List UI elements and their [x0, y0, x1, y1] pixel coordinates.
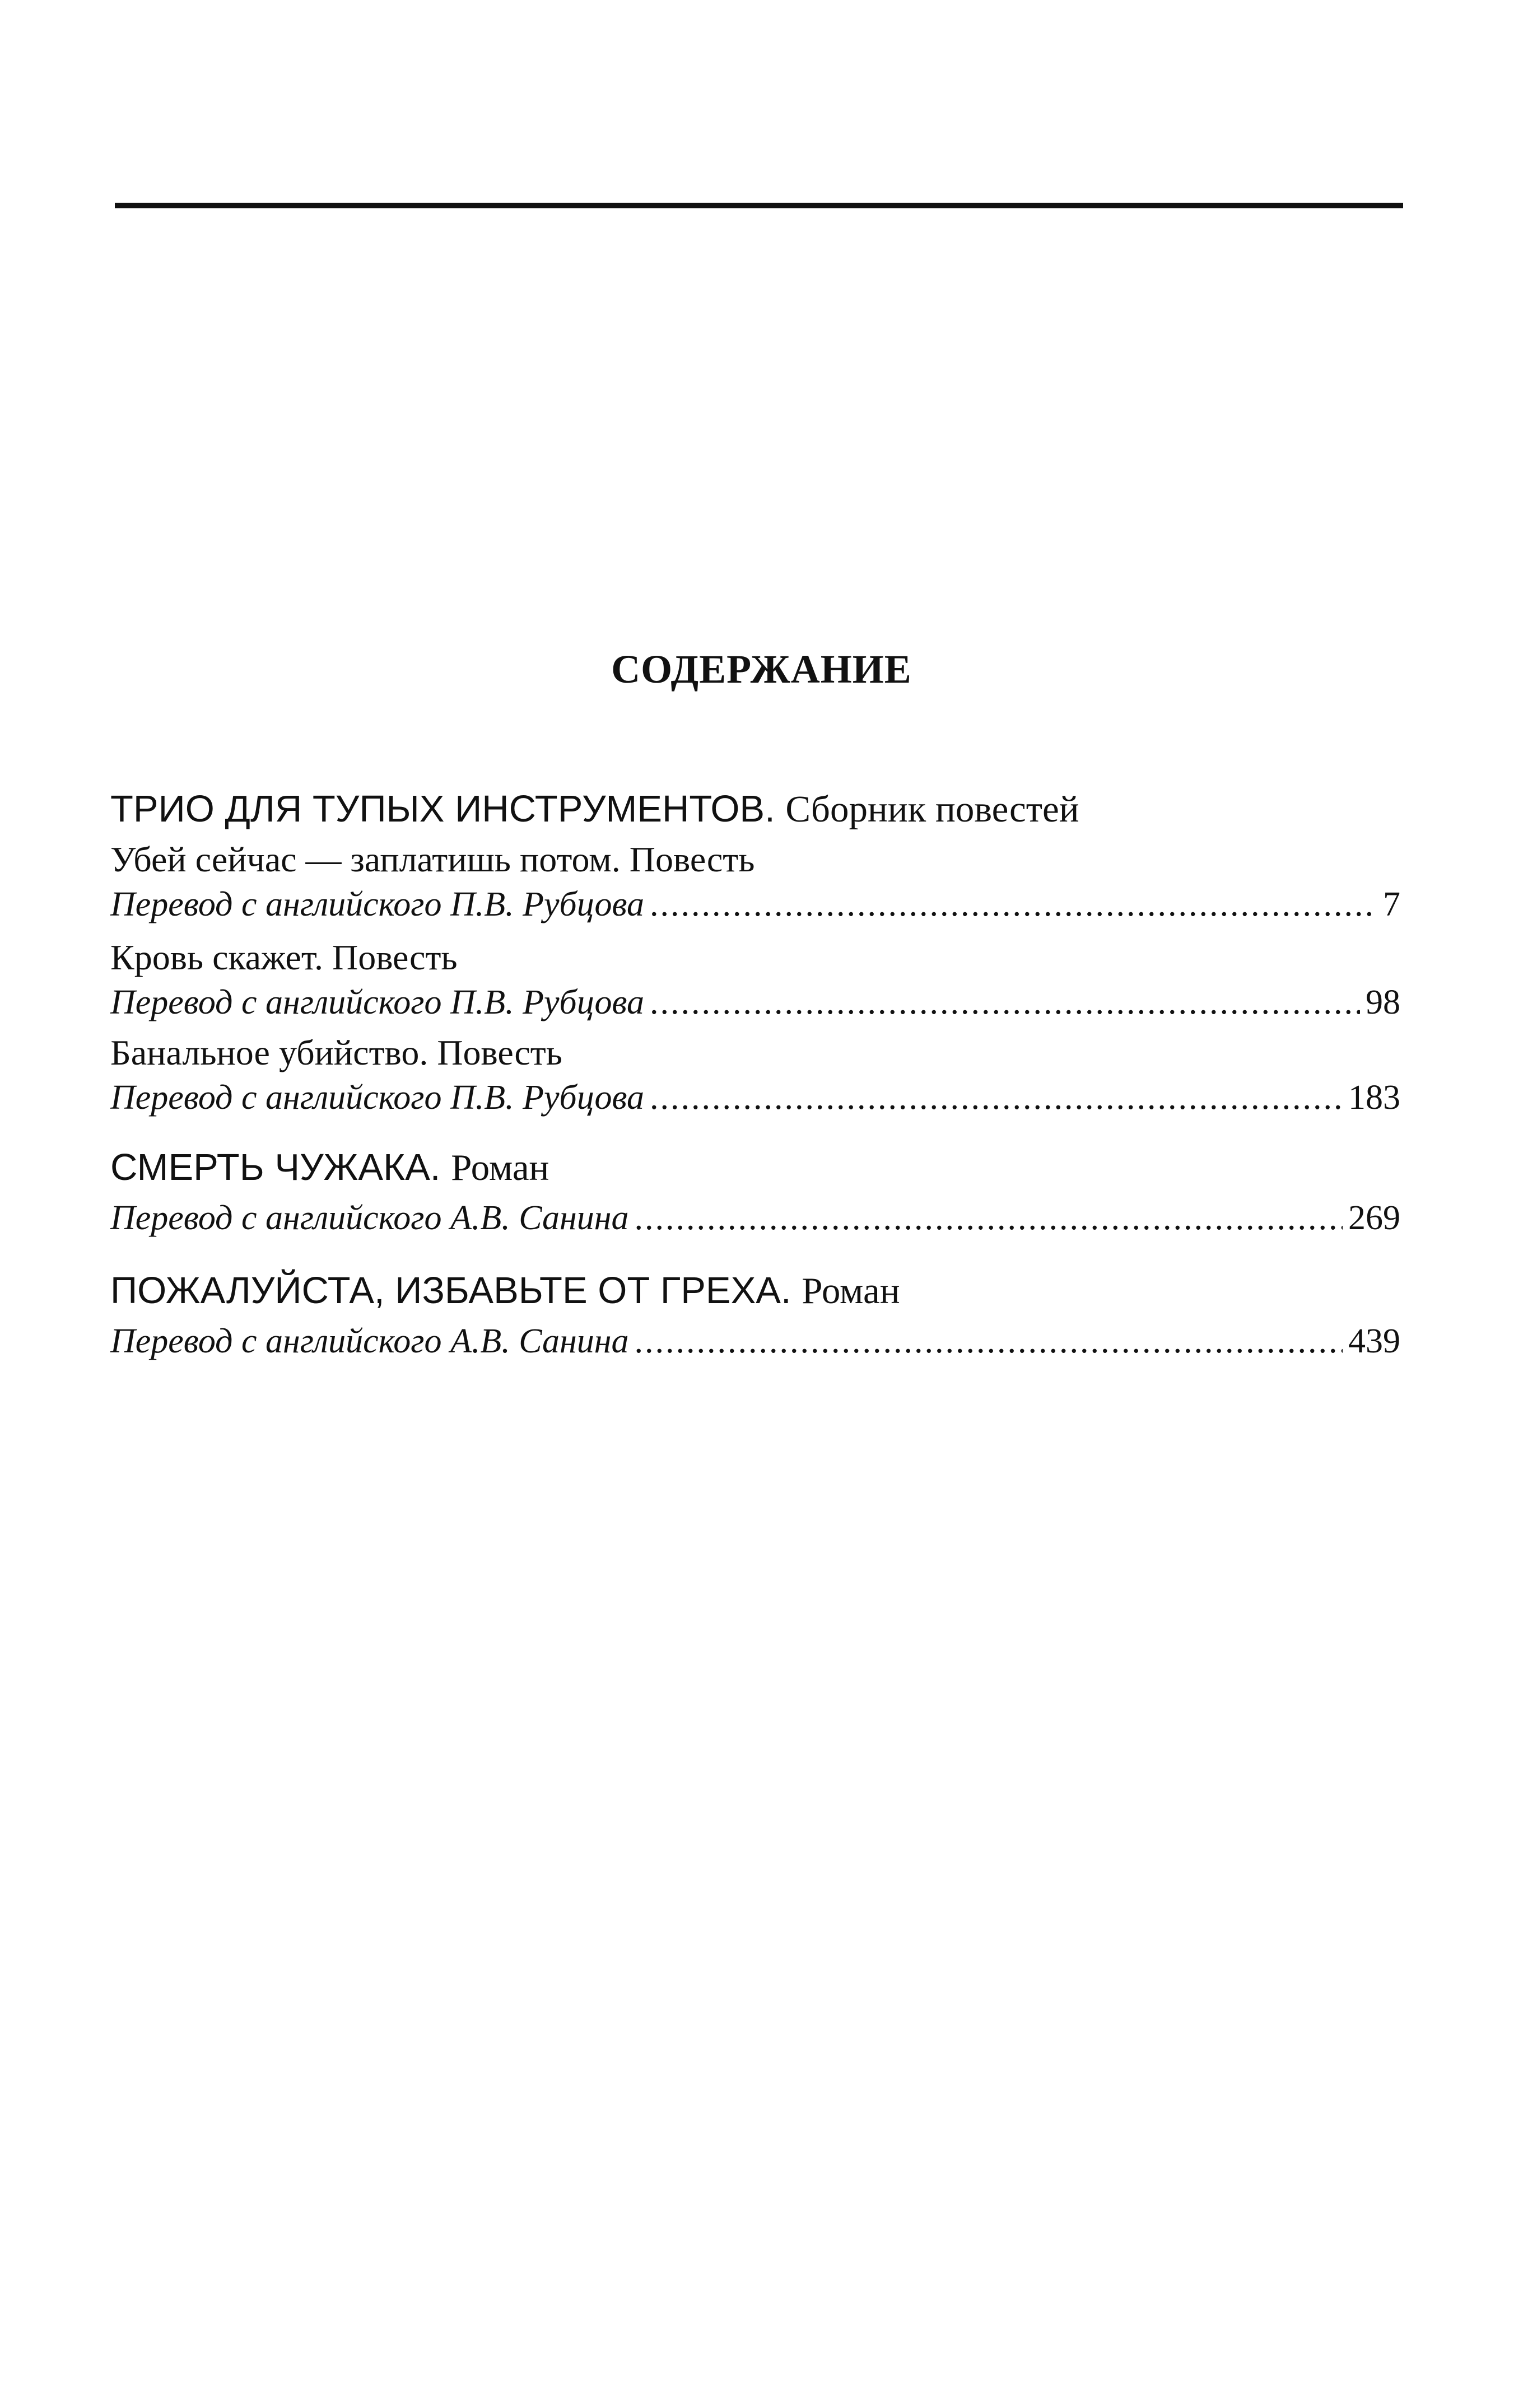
- dot-leader: [635, 1319, 1343, 1364]
- page-number: 183: [1348, 1079, 1400, 1117]
- page-number: 7: [1383, 885, 1400, 923]
- toc-section-title: [110, 1145, 549, 1190]
- toc-entry[interactable]: [110, 1075, 1400, 1120]
- section-title-text: СМЕРТЬ ЧУЖАКА.: [110, 1146, 441, 1188]
- dot-leader: [635, 1196, 1343, 1240]
- toc-entry[interactable]: [110, 1319, 1400, 1364]
- page-number: 439: [1348, 1322, 1400, 1360]
- toc-entry[interactable]: [110, 980, 1400, 1025]
- translator-credit: Перевод с английского П.В. Рубцова: [110, 983, 644, 1021]
- section-genre: Роман: [802, 1270, 900, 1312]
- section-genre: Сборник повестей: [785, 788, 1079, 830]
- toc-entry[interactable]: [110, 1196, 1400, 1240]
- dot-leader: [650, 1075, 1343, 1120]
- translator-credit: Перевод с английского П.В. Рубцова: [110, 885, 644, 923]
- toc-story-title: Банальное убийство. Повесть: [110, 1033, 562, 1072]
- dot-leader: [650, 882, 1377, 927]
- toc-section-title: [110, 787, 1079, 832]
- top-rule: [115, 203, 1403, 208]
- section-title-text: ТРИО ДЛЯ ТУПЫХ ИНСТРУМЕНТОВ.: [110, 788, 775, 830]
- page-number: 269: [1348, 1199, 1400, 1237]
- section-title-text: ПОЖАЛУЙСТА, ИЗБАВЬТЕ ОТ ГРЕХА.: [110, 1270, 791, 1312]
- dot-leader: [650, 980, 1360, 1025]
- toc-section-title: [110, 1268, 900, 1313]
- toc-story-title: Убей сейчас — заплатишь потом. Повесть: [110, 839, 755, 879]
- translator-credit: Перевод с английского А.В. Санина: [110, 1199, 629, 1237]
- page-number: 98: [1366, 983, 1400, 1021]
- toc-entry[interactable]: [110, 882, 1400, 927]
- toc-story-title: Кровь скажет. Повесть: [110, 937, 458, 977]
- section-genre: Роман: [451, 1147, 549, 1188]
- page-title: СОДЕРЖАНИЕ: [611, 647, 912, 692]
- translator-credit: Перевод с английского А.В. Санина: [110, 1322, 629, 1360]
- translator-credit: Перевод с английского П.В. Рубцова: [110, 1079, 644, 1117]
